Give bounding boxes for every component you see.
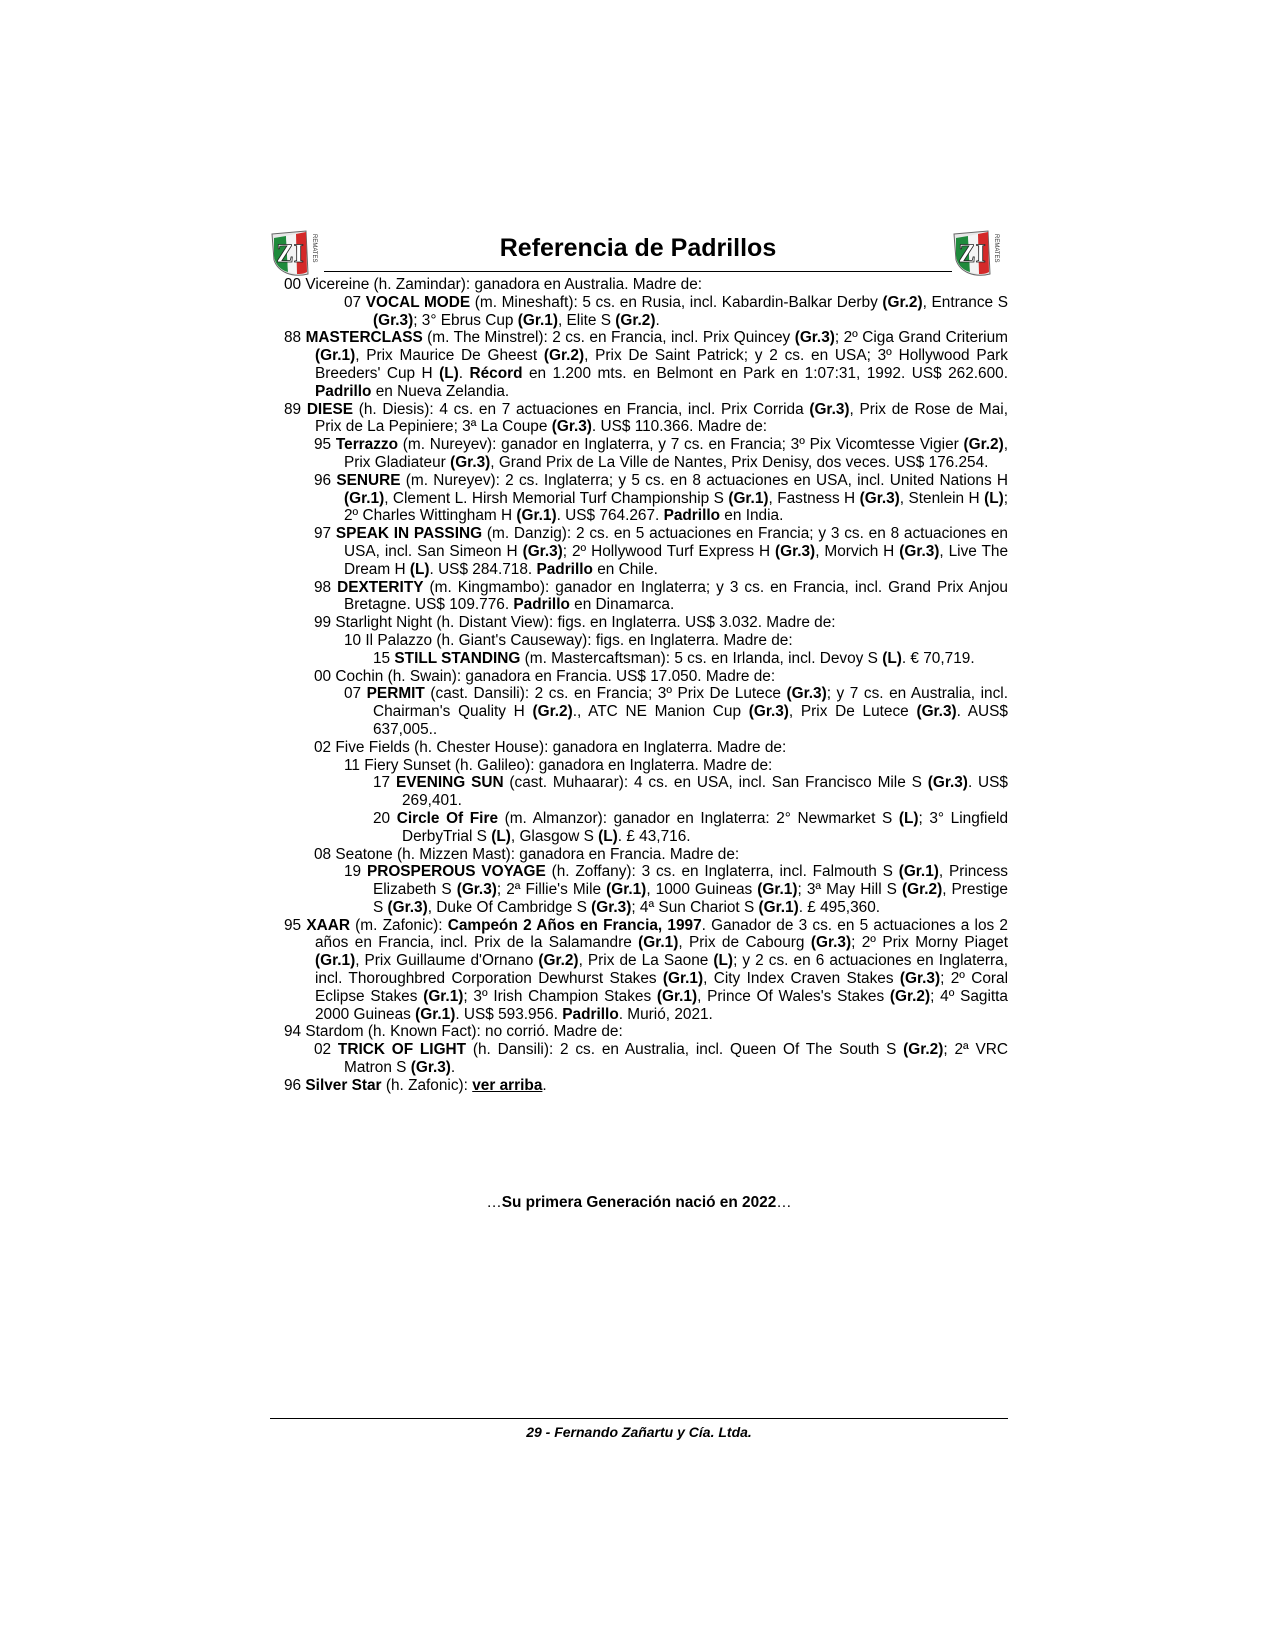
bold-text: VOCAL MODE — [365, 293, 471, 311]
entry-text: en India. — [720, 507, 784, 525]
pedigree-entry — [284, 757, 1008, 775]
bold-text: Récord — [469, 364, 523, 382]
pedigree-entry — [284, 276, 1008, 294]
entry-text: ; 2º Hollywood Turf Express H — [562, 542, 775, 560]
pedigree-entry — [284, 525, 1008, 578]
entry-text: 00 Cochin (h. Swain): ganadora en Francia. US$ 17.050. Madre de: — [314, 667, 776, 685]
pedigree-entry — [284, 685, 1008, 738]
entry-text: , Prix de Rose de Mai, Prix de La Pepiniere; 3ª La Coupe — [315, 400, 1008, 436]
bold-text: (Gr.3) — [774, 542, 816, 560]
bold-text: (Gr.1) — [758, 898, 799, 916]
bold-text: (Gr.3) — [810, 934, 852, 952]
bold-text: Circle Of Fire — [396, 809, 499, 827]
entry-text: , Elite S — [557, 311, 616, 329]
entry-text: . US$ 284.718. — [429, 560, 537, 578]
entry-text: . US$ 110.366. Madre de: — [591, 418, 768, 436]
entry-text: 07 — [344, 685, 367, 703]
bold-text: Padrillo — [663, 507, 721, 525]
entry-text: 97 — [314, 525, 336, 543]
bold-text: (Gr.2) — [615, 311, 656, 329]
pedigree-entry — [284, 401, 1008, 437]
bold-text: (Gr.3) — [450, 453, 491, 471]
bold-text: (L) — [882, 649, 902, 667]
entry-text: en 1.200 mts. en Belmont en Park en 1:07:31, 1992. US$ 262.600. — [522, 364, 1008, 382]
pedigree-entry — [284, 436, 1008, 472]
bold-text: (L) — [898, 809, 919, 827]
entry-text: en Nueva Zelandia. — [371, 382, 510, 400]
entry-text: , Entrance S — [922, 293, 1009, 311]
bold-text: (Gr.1) — [757, 881, 798, 899]
entry-text: , Prince Of Wales's Stakes — [697, 987, 890, 1005]
entry-text: , Live The Dream H — [344, 542, 1009, 578]
bold-text: (Gr.3) — [927, 774, 968, 792]
entry-text: ; 2ª VRC Matron S — [344, 1041, 1008, 1077]
bold-text: (Gr.1) — [315, 952, 356, 970]
bold-text: (Gr.3) — [809, 400, 850, 418]
zi-remates-logo-right — [952, 228, 1004, 278]
entry-text: 00 Vicereine (h. Zamindar): ganadora en Australia. Madre de: — [284, 276, 703, 293]
logo-side-text: REMATES — [311, 234, 317, 263]
bold-text: (Gr.3) — [748, 703, 789, 721]
entry-text: ; 4ª Sun Chariot S — [631, 898, 759, 916]
bold-text: PERMIT — [366, 685, 425, 703]
bold-text: (L) — [713, 952, 734, 970]
entry-text: (m. Mineshaft): 5 cs. en Rusia, incl. Kabardin-Balkar Derby — [470, 293, 883, 311]
bold-text: (Gr.2) — [902, 881, 943, 899]
entry-text: 02 — [314, 1041, 338, 1059]
bold-text: (Gr.3) — [786, 685, 827, 703]
entry-text: ; 3ª May Hill S — [797, 881, 902, 899]
entry-text: 08 Seatone (h. Mizzen Mast): ganadora en Francia. Madre de: — [314, 845, 740, 863]
bold-text: (Gr.1) — [728, 489, 769, 507]
bold-text: (L) — [491, 827, 511, 845]
entry-text: . — [542, 1076, 547, 1094]
entry-text: en Chile. — [592, 560, 658, 578]
bold-text: Campeón 2 Años en Francia, 1997 — [447, 916, 702, 934]
bold-text: (Gr.1) — [344, 489, 385, 507]
entry-text: . € 70,719. — [901, 649, 975, 667]
entry-text: 94 Stardom (h. Known Fact): no corrió. Madre de: — [284, 1023, 623, 1041]
logo-side-text: REMATES — [993, 234, 999, 263]
bold-text: (Gr.1) — [517, 311, 558, 329]
pedigree-entry — [284, 614, 1008, 632]
zi-remates-logo-left — [270, 228, 322, 278]
entry-text: 88 — [284, 329, 306, 347]
bold-text: (Gr.2) — [889, 987, 931, 1005]
entry-text: (cast. Muhaarar): 4 cs. en USA, incl. San Francisco Mile S — [503, 774, 928, 792]
pedigree-entry — [284, 668, 1008, 686]
entry-text: , Glasgow S — [510, 827, 599, 845]
entry-text: 96 — [314, 471, 337, 489]
bold-text: (Gr.1) — [656, 987, 698, 1005]
pedigree-entry — [284, 1077, 1008, 1095]
entry-text: , Prix De Saint Patrick; y 2 cs. en USA; 3º Hollywood Park Breeders' Cup H — [315, 347, 1008, 382]
entry-text: , Clement L. Hirsh Memorial Turf Championship S — [384, 489, 729, 507]
entry-text: , Prix Gladiateur — [344, 436, 1008, 471]
entry-text: 10 Il Palazzo (h. Giant's Causeway): figs. en Inglaterra. Madre de: — [344, 631, 793, 649]
bold-text: (Gr.3) — [410, 1059, 451, 1077]
bold-text: (Gr.3) — [456, 881, 497, 899]
entry-text: 98 — [314, 578, 338, 596]
entry-text: 15 — [373, 649, 395, 667]
logo-letters: ZI — [276, 239, 304, 268]
entry-text: 02 Five Fields (h. Chester House): ganadora en Inglaterra. Madre de: — [314, 738, 787, 756]
header-divider — [324, 271, 952, 272]
entry-text: (h. Dansili): 2 cs. en Australia, incl. Queen Of The South S — [466, 1041, 904, 1059]
bold-text: (Gr.3) — [373, 311, 414, 329]
entry-text: 95 — [284, 916, 307, 934]
entry-text: (m. Danzig): 2 cs. en 5 actuaciones en Francia; y 3 cs. en 8 actuaciones en USA, incl. San Simeon H — [344, 525, 1008, 560]
bold-text: (Gr.2) — [538, 952, 579, 970]
bold-text: MASTERCLASS — [305, 329, 423, 347]
bold-text: SENURE — [336, 471, 401, 489]
bold-text: (Gr.3) — [551, 418, 592, 436]
entry-text: . US$ 593.956. — [455, 1005, 563, 1023]
entry-text: 19 — [344, 863, 367, 881]
entry-text: (m. The Minstrel): 2 cs. en Francia, incl. Prix Quincey — [422, 329, 795, 347]
bold-text: (Gr.1) — [315, 347, 356, 365]
entry-text: , Prestige S — [373, 881, 1008, 916]
entry-text: . Murió, 2021. — [618, 1005, 713, 1023]
entry-text: . US$ 764.267. — [556, 507, 664, 525]
entry-text: ; 3º Irish Champion Stakes — [463, 987, 657, 1005]
entry-text: . US$ 269,401. — [402, 774, 1008, 810]
entry-text: ., ATC NE Manion Cup — [572, 703, 749, 721]
bold-text: Padrillo — [315, 382, 372, 400]
bold-text: (Gr.1) — [415, 1005, 456, 1023]
entry-text: , Princess Elizabeth S — [373, 863, 1008, 899]
bold-text: (Gr.3) — [387, 898, 428, 916]
entry-text: . — [655, 311, 660, 329]
pedigree-entry — [284, 632, 1008, 650]
generation-note-prefix: … — [486, 1194, 502, 1211]
bold-text: EVENING SUN — [395, 774, 504, 792]
footer-divider — [270, 1418, 1008, 1419]
bold-text: (Gr.3) — [859, 489, 900, 507]
entry-text: ; y 2 cs. en 6 actuaciones en Inglaterra, incl. Thoroughbred Corporation Dewhurst Stakes — [315, 952, 1008, 988]
pedigree-entry — [284, 472, 1008, 525]
entry-text: ; 2ª Fillie's Mile — [496, 881, 607, 899]
bold-text: (L) — [409, 560, 430, 578]
bold-text: (Gr.1) — [898, 863, 939, 881]
entry-text: 20 — [373, 809, 397, 827]
entry-text: (cast. Dansili): 2 cs. en Francia; 3º Prix De Lutece — [424, 685, 787, 703]
pedigree-entry — [284, 1023, 1008, 1041]
entry-text: ; 3° Ebrus Cup — [413, 311, 518, 329]
bold-text: TRICK OF LIGHT — [337, 1041, 467, 1059]
bold-text: (Gr.1) — [423, 987, 464, 1005]
pedigree-entry — [284, 579, 1008, 615]
bold-text: (L) — [439, 364, 459, 382]
entry-text: . AUS$ 637,005.. — [373, 703, 1008, 738]
bold-text: (L) — [598, 827, 618, 845]
bold-text: (Gr.3) — [899, 970, 941, 988]
entry-text: ; 2º Ciga Grand Criterium — [834, 329, 1008, 347]
bold-text: (Gr.2) — [543, 347, 585, 365]
entry-text: (h. Diesis): 4 cs. en 7 actuaciones en Francia, incl. Prix Corrida — [353, 400, 810, 418]
entry-text: 95 — [314, 436, 336, 454]
bold-text: (Gr.2) — [903, 1041, 944, 1059]
entry-text: , Prix De Lutece — [788, 703, 917, 721]
bold-text: STILL STANDING — [394, 649, 521, 667]
pedigree-entry — [284, 774, 1008, 810]
entry-text: . Ganador de 3 cs. en 5 actuaciones a los 2 años en Francia, incl. Prix de la Salamandre — [315, 916, 1008, 952]
bold-text: (Gr.2) — [882, 293, 923, 311]
entry-text: ; 4º Sagitta 2000 Guineas — [315, 987, 1008, 1023]
bold-text: (Gr.2) — [963, 436, 1004, 454]
bold-text: Silver Star — [305, 1076, 382, 1094]
entry-text: . — [450, 1059, 456, 1077]
bold-text: DIESE — [306, 400, 353, 418]
cross-reference: ver arriba — [472, 1076, 543, 1094]
page-title: Referencia de Padrillos — [499, 234, 777, 262]
entry-text: (h. Zoffany): 3 cs. en Inglaterra, incl. Falmouth S — [545, 863, 899, 881]
bold-text: Padrillo — [536, 560, 593, 578]
bold-text: Padrillo — [513, 596, 570, 614]
entry-text: , Prix de La Saone — [578, 952, 714, 970]
entry-text: ; 3° Lingfield DerbyTrial S — [402, 809, 1009, 845]
entry-text: , Prix Guillaume d'Ornano — [355, 952, 539, 970]
bold-text: DEXTERITY — [337, 578, 424, 596]
entry-text: 89 — [284, 400, 307, 418]
bold-text: (Gr.3) — [794, 329, 835, 347]
entry-text: 96 — [284, 1076, 306, 1094]
entry-text: (m. Almanzor): ganador en Inglaterra: 2° Newmarket S — [498, 809, 899, 827]
entry-text: 17 — [373, 774, 396, 792]
pedigree-entry — [284, 329, 1008, 400]
bold-text: (Gr.1) — [516, 507, 557, 525]
bold-text: (Gr.3) — [522, 542, 563, 560]
entry-text: , Fastness H — [768, 489, 860, 507]
bold-text: (Gr.1) — [662, 970, 704, 988]
bold-text: (Gr.3) — [916, 703, 957, 721]
entry-text: (h. Zafonic): — [381, 1076, 473, 1094]
bold-text: (L) — [984, 489, 1004, 507]
entry-text: ; 2º Charles Wittingham H — [344, 489, 1008, 525]
pedigree-list — [284, 276, 1008, 1095]
entry-text: , Stenlein H — [899, 489, 985, 507]
entry-text: , 1000 Guineas — [646, 881, 758, 899]
logo-letters: ZI — [958, 239, 986, 268]
pedigree-entry — [284, 917, 1008, 1024]
bold-text: PROSPEROUS VOYAGE — [366, 863, 546, 881]
entry-text: , Prix Maurice De Gheest — [355, 347, 544, 365]
pedigree-entry — [284, 294, 1008, 330]
generation-note-suffix: … — [776, 1194, 792, 1211]
entry-text: 11 Fiery Sunset (h. Galileo): ganadora en Inglaterra. Madre de: — [344, 756, 773, 774]
entry-text: 99 Starlight Night (h. Distant View): figs. en Inglaterra. US$ 3.032. Madre de: — [314, 614, 836, 632]
entry-text: , City Index Craven Stakes — [703, 970, 900, 988]
bold-text: (Gr.2) — [532, 703, 573, 721]
pedigree-entry — [284, 1041, 1008, 1077]
bold-text: (Gr.3) — [899, 542, 940, 560]
entry-text: (m. Zafonic): — [349, 916, 448, 934]
entry-text: ; 2º Prix Morny Piaget — [851, 934, 1008, 952]
entry-text: . £ 495,360. — [798, 898, 881, 916]
entry-text: (m. Mastercaftsman): 5 cs. en Irlanda, incl. Devoy S — [520, 649, 883, 667]
generation-note-text: Su primera Generación nació en 2022 — [501, 1194, 777, 1211]
entry-text: en Dinamarca. — [569, 596, 675, 614]
entry-text: . £ 43,716. — [617, 827, 691, 845]
pedigree-entry — [284, 739, 1008, 757]
entry-text: . — [458, 364, 470, 382]
pedigree-entry — [284, 810, 1008, 846]
entry-text: , Morvich H — [815, 542, 900, 560]
bold-text: SPEAK IN PASSING — [335, 525, 483, 543]
bold-text: (Gr.3) — [591, 898, 632, 916]
entry-text: (m. Nureyev): ganador en Inglaterra, y 7 cs. en Francia; 3º Pix Vicomtesse Vigier — [398, 436, 964, 454]
bold-text: (Gr.1) — [606, 881, 647, 899]
bold-text: XAAR — [306, 916, 350, 934]
bold-text: Terrazzo — [335, 436, 399, 454]
pedigree-entry — [284, 863, 1008, 916]
entry-text: (m. Nureyev): 2 cs. Inglaterra; y 5 cs. en 8 actuaciones en USA, incl. United Nations H — [400, 471, 1008, 489]
entry-text: , Grand Prix de La Ville de Nantes, Prix Denisy, dos veces. US$ 176.254. — [490, 453, 989, 471]
entry-text: (m. Kingmambo): ganador en Inglaterra; y 3 cs. en Francia, incl. Grand Prix Anjou Bretagne. US$ 109.776. — [344, 578, 1008, 614]
bold-text: Padrillo — [562, 1005, 619, 1023]
pedigree-entry — [284, 650, 1008, 668]
entry-text: , Duke Of Cambridge S — [427, 898, 592, 916]
generation-note — [270, 1194, 1008, 1212]
page-footer: 29 - Fernando Zañartu y Cía. Ltda. — [526, 1424, 752, 1440]
entry-text: ; 2º Coral Eclipse Stakes — [315, 970, 1008, 1005]
pedigree-entry — [284, 846, 1008, 864]
entry-text: ; y 7 cs. en Australia, incl. Chairman's Quality H — [373, 685, 1008, 721]
bold-text: (Gr.1) — [638, 934, 679, 952]
entry-text: 07 — [344, 293, 366, 311]
entry-text: , Prix de Cabourg — [678, 934, 811, 952]
